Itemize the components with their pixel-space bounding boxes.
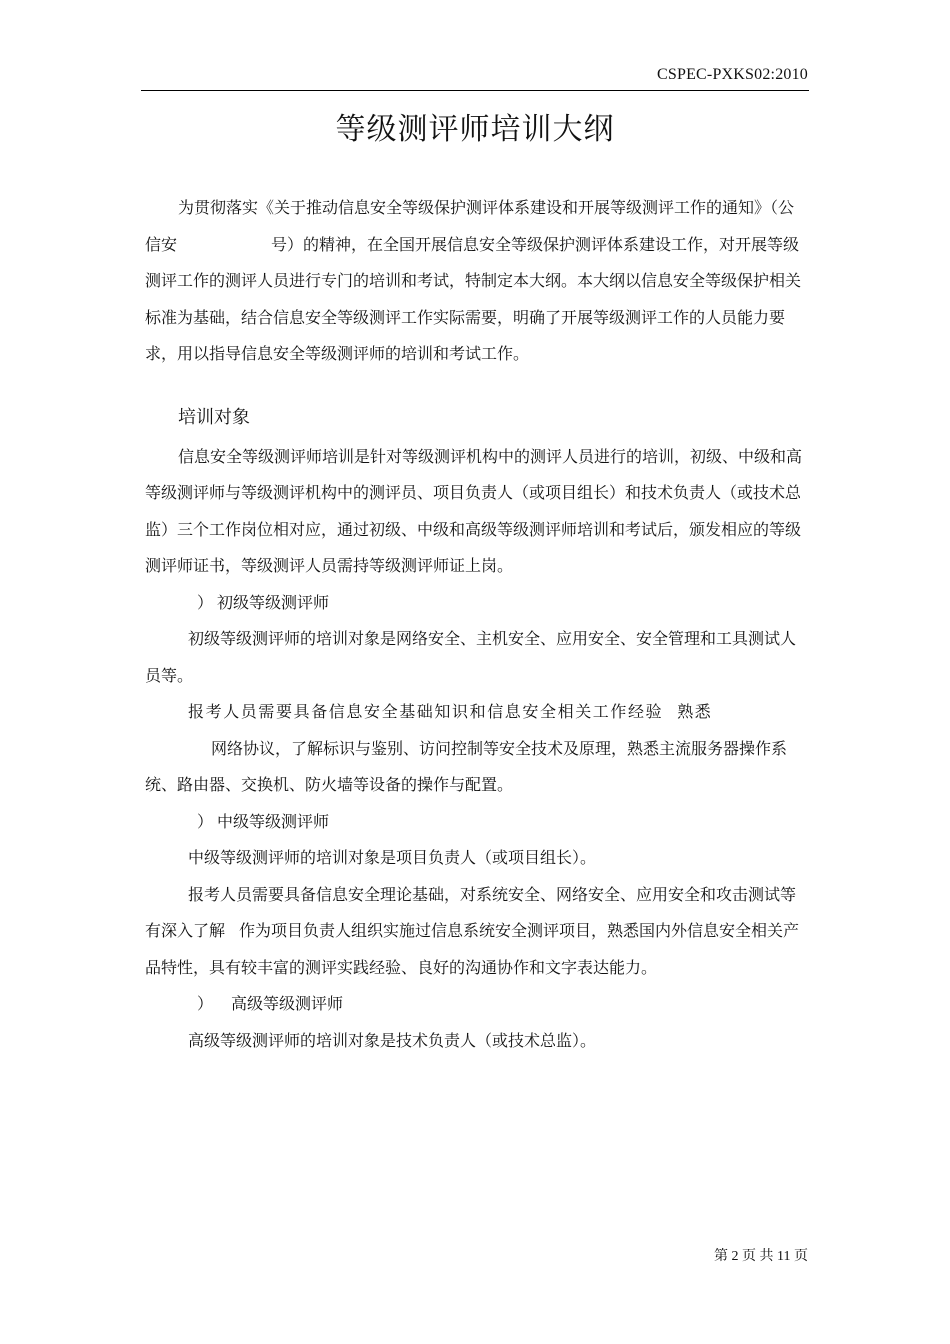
intro-text-after: 号）的精神，在全国开展信息安全等级保护测评体系建设工作，对开展等级测评工作的测评人员进行专门的培训和考试，特制定本大纲。本大纲以信息安全等级保护相关标准为基础，结合信息安全等级测评工作实际需要，明确了开展等级测评工作的人员能力要求，用以指导信息安全等级测评师的培训和考试工作。	[145, 234, 802, 363]
intermediate-level-heading	[145, 804, 808, 841]
junior-level-heading	[145, 585, 808, 622]
intermediate-requirement-a: 报考人员需要具备信息安全理论基础，对系统安全、网络安全、应用安全和攻击测试等有深入了解	[145, 884, 797, 940]
intermediate-requirement-paragraph	[145, 877, 808, 987]
senior-marker: ）	[197, 994, 214, 1013]
intro-paragraph	[145, 190, 808, 373]
junior-label: 初级等级测评师	[217, 592, 330, 612]
intermediate-target-paragraph: 中级等级测评师的培训对象是项目负责人（或项目组长）。	[188, 848, 597, 867]
junior-requirement-start: 报考人员需要具备信息安全基础知识和信息安全相关工作经验	[188, 702, 664, 721]
junior-requirement-rest-text: 网络协议，了解标识与鉴别、访问控制等安全技术及原理，熟悉主流服务器操作系统、路由器、交换机、防火墙等设备的操作与配置。	[145, 738, 788, 794]
junior-target-paragraph: 初级等级测评师的培训对象是网络安全、主机安全、应用安全、安全管理和工具测试人员等。	[145, 629, 797, 685]
junior-requirement-rest	[145, 731, 808, 804]
intro-text-before: 为贯彻落实《关于推动信息安全等级保护测评体系建设和开展等级测评工作的通知》（公信安	[145, 198, 795, 254]
document-title: 等级测评师培训大纲	[335, 112, 615, 147]
senior-label: 高级等级测评师	[231, 994, 344, 1013]
intermediate-requirement-b: 作为项目负责人组织实施过信息系统安全测评项目，熟悉国内外信息安全相关产品特性，具有较丰富的测评实践经验、良好的沟通协作和文字表达能力。	[145, 921, 800, 977]
overview-paragraph: 信息安全等级测评师培训是针对等级测评机构中的测评人员进行的培训，初级、中级和高等级测评师与等级测评机构中的测评员、项目负责人（或项目组长）和技术负责人（或技术总监）三个工作岗位相对应，通过初级、中级和高级等级测评师培训和考试后，颁发相应的等级测评师证书，等级测评人员需持等级测评师证上岗。	[145, 446, 803, 575]
section-heading: 培训对象	[178, 406, 250, 428]
junior-requirement-line	[145, 694, 808, 731]
document-code: CSPEC-PXKS02:2010	[657, 66, 808, 83]
senior-target-paragraph: 高级等级测评师的培训对象是技术负责人（或技术总监）。	[188, 1030, 597, 1050]
intermediate-marker: ）	[197, 811, 214, 831]
document-body	[145, 190, 808, 1059]
intermediate-label: 中级等级测评师	[217, 811, 330, 831]
junior-requirement-end: 熟悉	[677, 702, 713, 721]
senior-level-heading	[145, 986, 808, 1023]
page-number: 第 2 页 共 11 页	[714, 1249, 808, 1264]
header-rule	[141, 90, 809, 91]
junior-marker: ）	[197, 592, 214, 612]
